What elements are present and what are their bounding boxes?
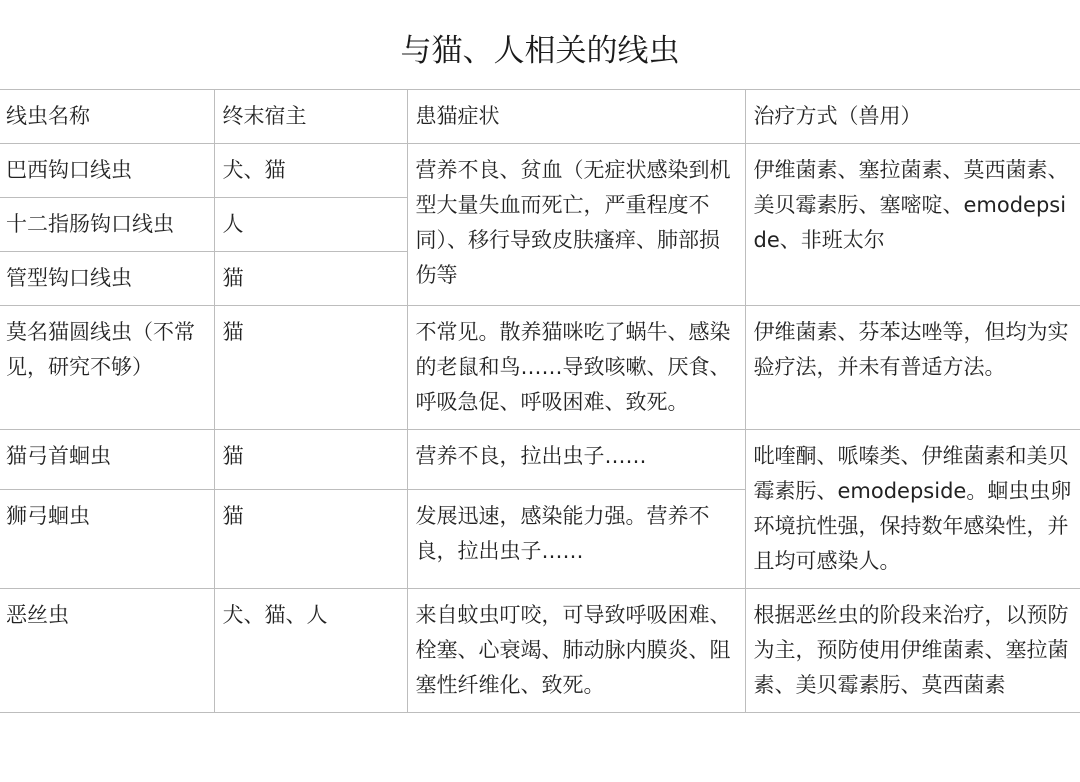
cell-name: 猫弓首蛔虫 [0,430,214,490]
page-title: 与猫、人相关的线虫 [400,33,680,69]
cell-host: 犬、猫 [214,144,407,198]
cell-host: 猫 [214,490,407,589]
cell-name: 巴西钩口线虫 [0,144,214,198]
cell-treatment: 根据恶丝虫的阶段来治疗，以预防为主，预防使用伊维菌素、塞拉菌素、美贝霉素肟、莫西菌素 [745,589,1080,713]
table-row [0,306,1080,430]
cell-name: 十二指肠钩口线虫 [0,198,214,252]
cell-treatment: 伊维菌素、芬苯达唑等，但均为实验疗法，并未有普适方法。 [745,306,1080,430]
cell-host: 猫 [214,306,407,430]
cell-host: 猫 [214,430,407,490]
header-name: 线虫名称 [0,90,214,144]
cell-symptoms: 来自蚊虫叮咬，可导致呼吸困难、栓塞、心衰竭、肺动脉内膜炎、阻塞性纤维化、致死。 [407,589,745,713]
cell-symptoms: 发展迅速，感染能力强。营养不良，拉出虫子…… [407,490,745,589]
cell-treatment: 伊维菌素、塞拉菌素、莫西菌素、美贝霉素肟、塞嘧啶、emodepside、非班太尔 [745,144,1080,306]
header-host: 终末宿主 [214,90,407,144]
cell-name: 莫名猫圆线虫（不常见，研究不够） [0,306,214,430]
table-row [0,430,1080,490]
cell-host: 猫 [214,252,407,306]
cell-symptoms: 不常见。散养猫咪吃了蜗牛、感染的老鼠和鸟……导致咳嗽、厌食、呼吸急促、呼吸困难、致死。 [407,306,745,430]
cell-symptoms: 营养不良，拉出虫子…… [407,430,745,490]
cell-symptoms: 营养不良、贫血（无症状感染到机型大量失血而死亡，严重程度不同）、移行导致皮肤瘙痒、肺部损伤等 [407,144,745,306]
table-row [0,589,1080,713]
header-treatment: 治疗方式（兽用） [745,90,1080,144]
cell-name: 恶丝虫 [0,589,214,713]
nematode-table [0,89,1080,713]
cell-treatment: 吡喹酮、哌嗪类、伊维菌素和美贝霉素肟、emodepside。蛔虫虫卵环境抗性强，保持数年感染性，并且均可感染人。 [745,430,1080,589]
cell-name: 狮弓蛔虫 [0,490,214,589]
header-symptoms: 患猫症状 [407,90,745,144]
cell-host: 人 [214,198,407,252]
cell-host: 犬、猫、人 [214,589,407,713]
cell-name: 管型钩口线虫 [0,252,214,306]
table-header-row [0,90,1080,144]
table-row [0,144,1080,198]
